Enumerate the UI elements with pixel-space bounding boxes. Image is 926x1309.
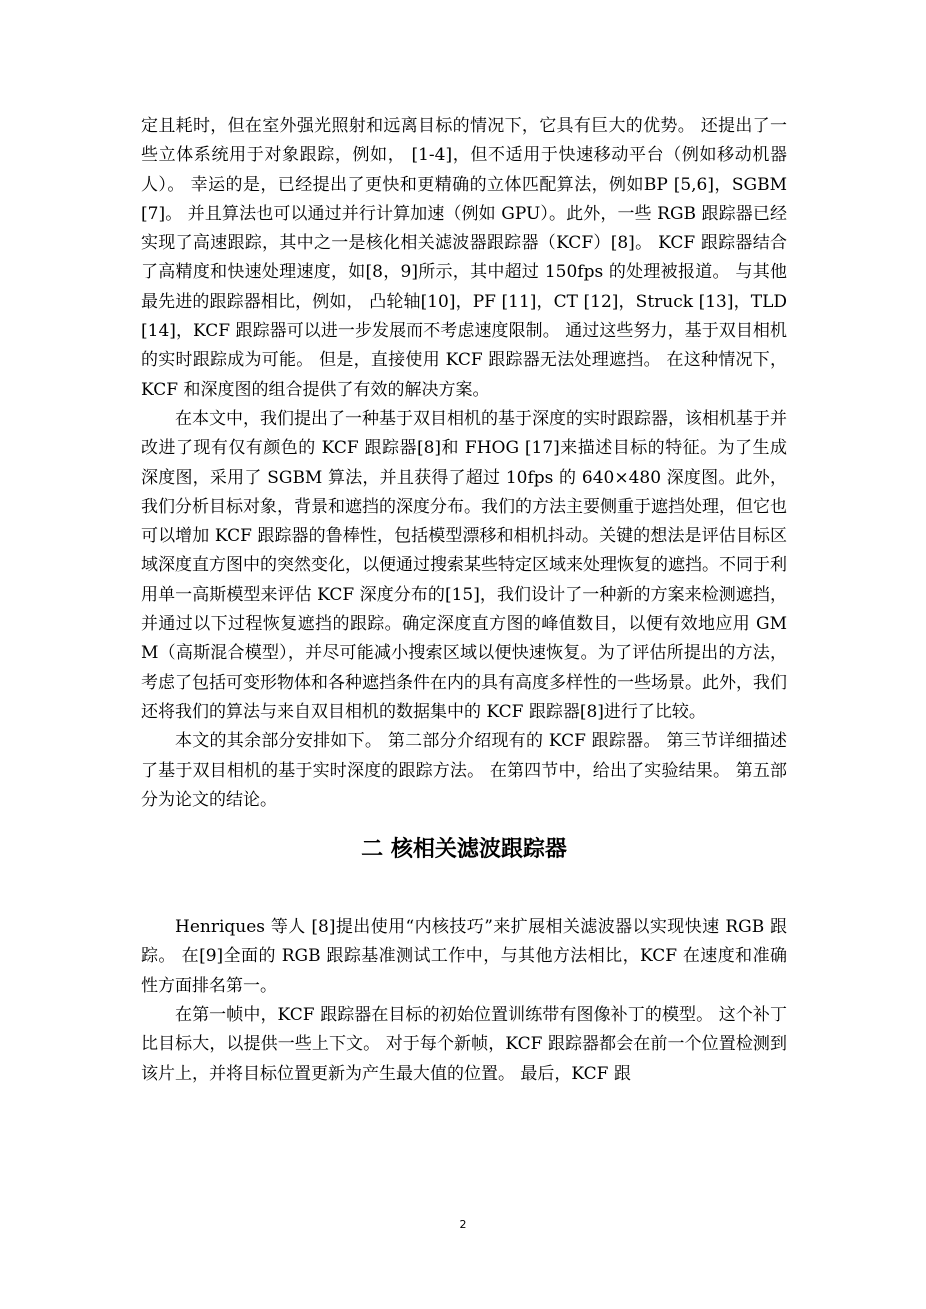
section-title: 二 核相关滤波跟踪器 <box>361 837 567 863</box>
page-number: 2 <box>459 1218 467 1231</box>
body-paragraph-4: Henriques 等人 [8]提出使用“内核技巧”来扩展相关滤波器以实现快速 RGB 跟踪。 在[9]全面的 RGB 跟踪基准测试工作中，与其他方法相比，KCF 在速度和准确性方面排名第一。 <box>141 917 787 996</box>
body-paragraph-3: 本文的其余部分安排如下。 第二部分介绍现有的 KCF 跟踪器。 第三节详细描述了基于双目相机的基于实时深度的跟踪方法。 在第四节中，给出了实验结果。 第五部分为论文的结论。 <box>141 731 787 810</box>
body-paragraph-1: 定且耗时，但在室外强光照射和远离目标的情况下，它具有巨大的优势。 还提出了一些立体系统用于对象跟踪，例如， [1-4]，但不适用于快速移动平台（例如移动机器人）。 幸运的是，已经提出了更快和更精确的立体匹配算法，例如BP [5,6]，SGBM [7]。 并且算法也可以通过并行计算加速（例如 GPU）。此外，一些 RGB 跟踪器已经实现了高速跟踪，其中之一是核化相关滤波器跟踪器（KCF）[8]。 KCF 跟踪器结合了高精度和快速处理速度，如[8，9]所示，其中超过 150fps 的处理被报道。 与其他最先进的跟踪器相比，例如， 凸轮轴[10]，PF [11]，CT [12]，Struck [13]，TLD [14]，KCF 跟踪器可以进一步发展而不考虑速度限制。 通过这些努力，基于双目相机的实时跟踪成为可能。 但是，直接使用 KCF 跟踪器无法处理遮挡。 在这种情况下，KCF 和深度图的组合提供了有效的解决方案。 <box>141 116 787 400</box>
page-content <box>141 112 787 1089</box>
body-paragraph-5: 在第一帧中，KCF 跟踪器在目标的初始位置训练带有图像补丁的模型。 这个补丁比目标大，以提供一些上下文。 对于每个新帧，KCF 跟踪器都会在前一个位置检测到该片上，并将目标位置更新为产生最大值的位置。 最后，KCF 跟 <box>141 1005 787 1084</box>
body-paragraph-2: 在本文中，我们提出了一种基于双目相机的基于深度的实时跟踪器，该相机基于并改进了现有仅有颜色的 KCF 跟踪器[8]和 FHOG [17]来描述目标的特征。为了生成深度图，采用了 SGBM 算法，并且获得了超过 10fps 的 640×480 深度图。此外，我们分析目标对象，背景和遮挡的深度分布。我们的方法主要侧重于遮挡处理，但它也可以增加 KCF 跟踪器的鲁棒性，包括模型漂移和相机抖动。关键的想法是评估目标区域深度直方图中的突然变化，以便通过搜索某些特定区域来处理恢复的遮挡。不同于利用单一高斯模型来评估 KCF 深度分布的[15]，我们设计了一种新的方案来检测遮挡，并通过以下过程恢复遮挡的跟踪。确定深度直方图的峰值数目，以便有效地应用 GMM（高斯混合模型），并尽可能减小搜索区域以便快速恢复。为了评估所提出的方法，考虑了包括可变形物体和各种遮挡条件在内的具有高度多样性的一些场景。此外，我们还将我们的算法与来自双目相机的数据集中的 KCF 跟踪器[8]进行了比较。 <box>141 408 787 722</box>
